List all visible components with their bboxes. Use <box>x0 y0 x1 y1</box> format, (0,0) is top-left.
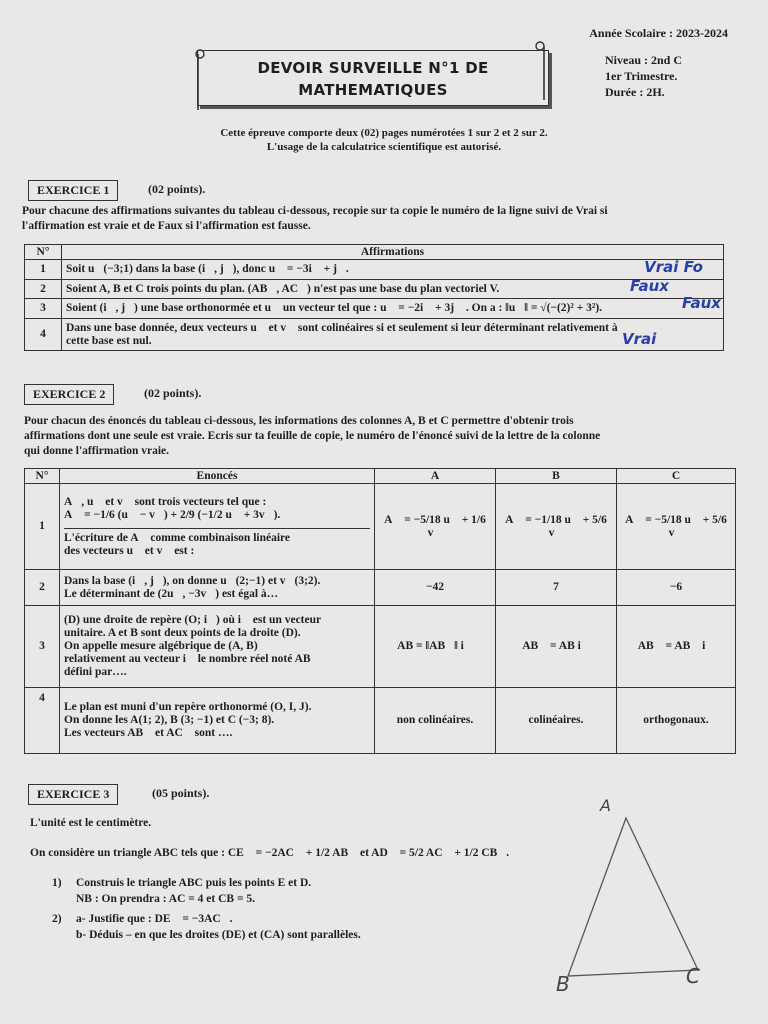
intro-line-2: L'usage de la calculatrice scientifique est autorisé. <box>266 141 502 153</box>
option-a-cell: A⃗ = −5/18 u⃗ + 1/6 v⃗ <box>375 484 496 570</box>
trimester: 1er Trimestre. <box>605 69 678 83</box>
option-b-cell: 7 <box>496 570 617 606</box>
enonce-line: Le plan est muni d'un repère orthonormé (O, I, J). <box>64 701 312 713</box>
exercise-2-points: (02 points). <box>144 386 202 400</box>
affirmation-cell <box>62 277 724 299</box>
table-header-b: B <box>496 469 617 484</box>
affirmation-cell <box>62 319 724 351</box>
enonce-cell <box>60 688 375 754</box>
exercise-1-instructions-1: Pour chacune des affirmations suivantes du tableau ci-dessous, recopie sur ta copie le numéro de la ligne suivi de Vrai si <box>22 205 608 217</box>
exercise-3-statement: On considère un triangle ABC tels que : CE⃗ = −2AC⃗ + 1/2 AB⃗ et AD⃗ = 5/2 AC⃗ + 1/2 CB⃗. <box>30 847 510 859</box>
row-number: 3 <box>25 299 62 319</box>
enonce-line: (D) une droite de repère (O; i⃗) où i⃗ est un vecteur <box>64 614 322 626</box>
vertex-label-a: A <box>600 796 611 815</box>
option-a-cell: non colinéaires. <box>375 688 496 754</box>
question-2a: a- Justifie que : DE⃗ = −3AC⃗. <box>76 913 233 925</box>
enonce-line: défini par…. <box>64 666 127 678</box>
table-row <box>25 484 736 570</box>
table-row <box>25 299 724 319</box>
affirmation-text: Dans une base donnée, deux vecteurs u⃗ et v⃗ sont colinéaires si et seulement si leur déterminant relativement à <box>66 321 618 334</box>
table-row <box>25 688 736 754</box>
handwritten-answer: Faux <box>629 277 669 295</box>
option-c-cell: orthogonaux. <box>617 688 736 754</box>
table-header-enonces: Enoncés <box>60 469 375 484</box>
table-row <box>25 260 724 280</box>
row-number: 1 <box>25 260 62 280</box>
exercise-1-points: (02 points). <box>148 182 206 196</box>
triangle-abc <box>568 818 698 976</box>
table-row <box>25 606 736 688</box>
affirmation-cell <box>62 294 724 319</box>
exercise-2-instructions-3: qui donne l'affirmation vraie. <box>24 445 170 457</box>
enonce-line: Les vecteurs AB⃗ et AC⃗ sont …. <box>64 727 233 739</box>
affirmation-text: Soit u⃗(−3;1) dans la base (i⃗, j⃗), donc u⃗ = −3i⃗ + j⃗. <box>66 263 349 275</box>
exercise-2-instructions-2: affirmations dont une seule est vraie. Ecris sur ta feuille de copie, le numéro de l'énoncé suivi de la lettre de la colonne <box>24 430 601 442</box>
handwritten-answer: Vrai Fo <box>644 258 703 276</box>
enonce-line: des vecteurs u⃗ et v⃗ est : <box>64 544 195 557</box>
question-2b: b- Déduis – en que les droites (DE) et (CA) sont parallèles. <box>76 929 361 941</box>
row-number: 3 <box>25 606 60 688</box>
exercise-2-label: EXERCICE 2 <box>24 384 114 405</box>
affirmation-text: Soient A, B et C trois points du plan. (AB⃗, AC⃗) n'est pas une base du plan vectoriel V. <box>66 282 500 295</box>
enonce-line: unitaire. A et B sont deux points de la droite (D). <box>64 627 301 639</box>
row-number: 4 <box>25 688 60 754</box>
title-line-2: MATHEMATIQUES <box>298 81 448 99</box>
enonce-line: relativement au vecteur i⃗ le nombre réel noté AB <box>64 653 311 665</box>
enonce-line: On appelle mesure algébrique de (A, B) <box>64 640 258 652</box>
table-header-a: A <box>375 469 496 484</box>
level: Niveau : 2nd C <box>605 53 683 67</box>
affirmation-cell <box>62 260 724 280</box>
enonce-line: On donne les A(1; 2), B (3; −1) et C (−3; 8). <box>64 714 275 726</box>
table-row <box>25 319 724 351</box>
enonce-line: Dans la base (i⃗, j⃗), on donne u⃗(2;−1) et v⃗(3;2). <box>64 574 321 587</box>
row-number: 1 <box>25 484 60 570</box>
header-info-block <box>605 52 682 100</box>
enonce-line: A⃗ = −1/6 (u⃗ − v⃗) + 2/9 (−1/2 u⃗ + 3v⃗). <box>64 508 281 521</box>
enonce-cell <box>60 570 375 606</box>
option-a-cell: −42 <box>375 570 496 606</box>
option-c-cell: −6 <box>617 570 736 606</box>
option-a-cell: AB = ‖AB⃗‖ i⃗ <box>375 606 496 688</box>
affirmation-text: cette base est nul. <box>66 334 152 347</box>
enonce-line: Le déterminant de (2u⃗, −3v⃗) est égal à… <box>64 587 279 600</box>
exercise-2-table <box>24 468 736 754</box>
school-year: Année Scolaire : 2023-2024 <box>589 26 728 40</box>
row-number: 4 <box>25 319 62 351</box>
exercise-1-label: EXERCICE 1 <box>28 180 118 201</box>
title-line-1: DEVOIR SURVEILLE N°1 DE <box>257 59 489 77</box>
row-number: 2 <box>25 570 60 606</box>
option-b-cell: colinéaires. <box>496 688 617 754</box>
exercise-1-instructions-2: l'affirmation est vraie et de Faux si l'affirmation est fausse. <box>22 220 311 232</box>
option-b-cell: AB⃗ = AB i⃗ <box>496 606 617 688</box>
question-1: Construis le triangle ABC puis les points E et D. <box>76 877 312 889</box>
duration: Durée : 2H. <box>605 85 665 99</box>
row-number: 2 <box>25 280 62 299</box>
exercise-3-points: (05 points). <box>152 786 210 800</box>
handwritten-answer: Vrai <box>622 330 657 348</box>
affirmation-text: Soient (i⃗, j⃗) une base orthonormée et u⃗ un vecteur tel que : u⃗ = −2i⃗ + 3j⃗ . On a : ‖u⃗‖ = √(−(2)² + 3²). <box>66 302 603 314</box>
option-c-cell: A⃗ = −5/18 u⃗ + 5/6 v⃗ <box>617 484 736 570</box>
exercise-3-label: EXERCICE 3 <box>28 784 118 805</box>
table-header-num: N° <box>25 245 62 260</box>
table-row <box>25 280 724 299</box>
vertex-label-b: B <box>556 972 570 996</box>
enonce-cell <box>60 606 375 688</box>
enonce-cell <box>60 484 375 570</box>
table-header-c: C <box>617 469 736 484</box>
exercise-1-table <box>24 244 724 351</box>
scroll-decoration <box>188 40 558 114</box>
enonce-line: L'écriture de A⃗ comme combinaison linéaire <box>64 528 370 545</box>
question-1-number: 1) <box>52 877 62 889</box>
vertex-label-c: C <box>686 964 700 988</box>
option-b-cell: A⃗ = −1/18 u⃗ + 5/6 v⃗ <box>496 484 617 570</box>
exercise-3-unit: L'unité est le centimètre. <box>30 817 152 829</box>
table-row <box>25 570 736 606</box>
exercise-2-instructions-1: Pour chacun des énoncés du tableau ci-dessous, les informations des colonnes A, B et C permettre d'obtenir trois <box>24 415 574 427</box>
triangle-sketch <box>548 790 748 1000</box>
table-header-num: N° <box>25 469 60 484</box>
enonce-line: A⃗, u⃗ et v⃗ sont trois vecteurs tel que : <box>64 495 267 508</box>
question-2-number: 2) <box>52 913 62 925</box>
intro-line-1: Cette épreuve comporte deux (02) pages numérotées 1 sur 2 et 2 sur 2. <box>220 127 548 139</box>
question-1-nb: NB : On prendra : AC = 4 et CB = 5. <box>76 893 256 905</box>
option-c-cell: AB⃗ = AB⃗ i⃗ <box>617 606 736 688</box>
handwritten-answer: Faux <box>681 294 721 312</box>
table-header-affirmations: Affirmations <box>62 245 724 260</box>
